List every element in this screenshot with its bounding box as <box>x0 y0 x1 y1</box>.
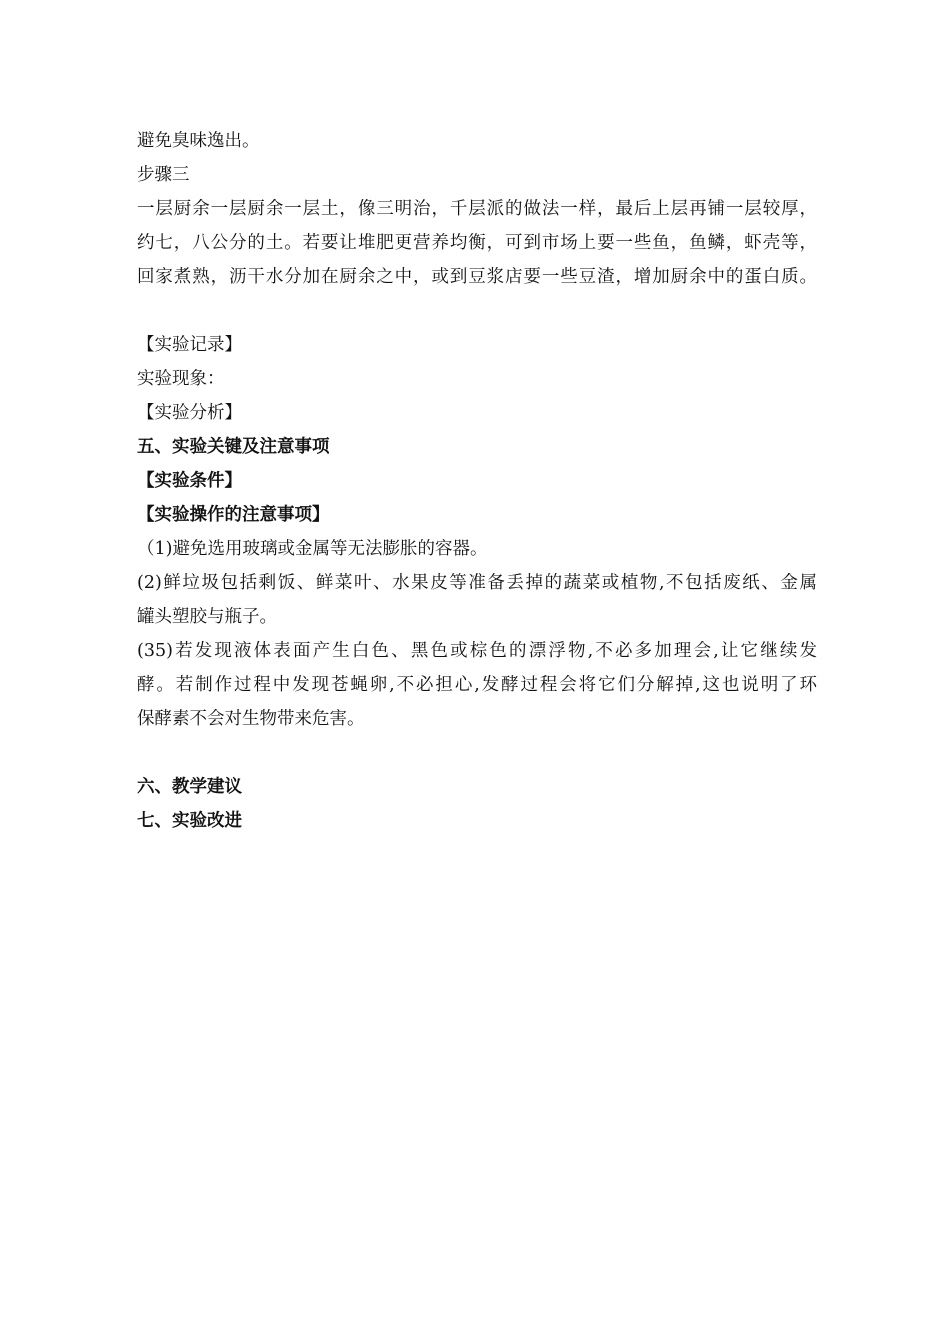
paragraph-line: (2)鲜垃圾包括剩饭、鲜菜叶、水果皮等准备丢掉的蔬菜或植物,不包括废纸、金属 <box>137 573 817 593</box>
note-item-3 <box>137 634 817 736</box>
experiment-record-heading: 【实验记录】 <box>137 335 242 355</box>
paragraph-line: 约七，八公分的土。若要让堆肥更营养均衡，可到市场上要一些鱼，鱼鳞，虾壳等， <box>137 233 817 253</box>
section-seven-heading: 七、实验改进 <box>137 811 242 831</box>
note-item-2 <box>137 566 817 634</box>
document-body <box>137 124 817 838</box>
experiment-analysis-heading: 【实验分析】 <box>137 403 242 423</box>
paragraph-line: 回家煮熟，沥干水分加在厨余之中，或到豆浆店要一些豆渣，增加厨余中的蛋白质。 <box>137 267 817 287</box>
paragraph-line: (35)若发现液体表面产生白色、黑色或棕色的漂浮物,不必多加理会,让它继续发 <box>137 641 817 661</box>
blank-line <box>137 736 817 770</box>
paragraph-line: 一层厨余一层厨余一层土，像三明治，千层派的做法一样，最后上层再铺一层较厚， <box>137 199 817 219</box>
paragraph-line: 保酵素不会对生物带来危害。 <box>137 709 365 729</box>
step-three-paragraph <box>137 192 817 294</box>
text-line-avoid-odor: 避免臭味逸出。 <box>137 131 260 151</box>
paragraph-line: 罐头塑胶与瓶子。 <box>137 607 277 627</box>
step-three-heading: 步骤三 <box>137 165 190 185</box>
paragraph-line: 酵。若制作过程中发现苍蝇卵,不必担心,发酵过程会将它们分解掉,这也说明了环 <box>137 675 817 695</box>
section-six-heading: 六、教学建议 <box>137 777 242 797</box>
note-item-1: （1)避免选用玻璃或金属等无法膨胀的容器。 <box>137 539 488 559</box>
blank-line <box>137 294 817 328</box>
experiment-conditions-heading: 【实验条件】 <box>137 471 242 491</box>
operation-notes-heading: 【实验操作的注意事项】 <box>137 505 330 525</box>
experiment-phenomenon-label: 实验现象： <box>137 369 225 389</box>
section-five-heading: 五、实验关键及注意事项 <box>137 437 330 457</box>
